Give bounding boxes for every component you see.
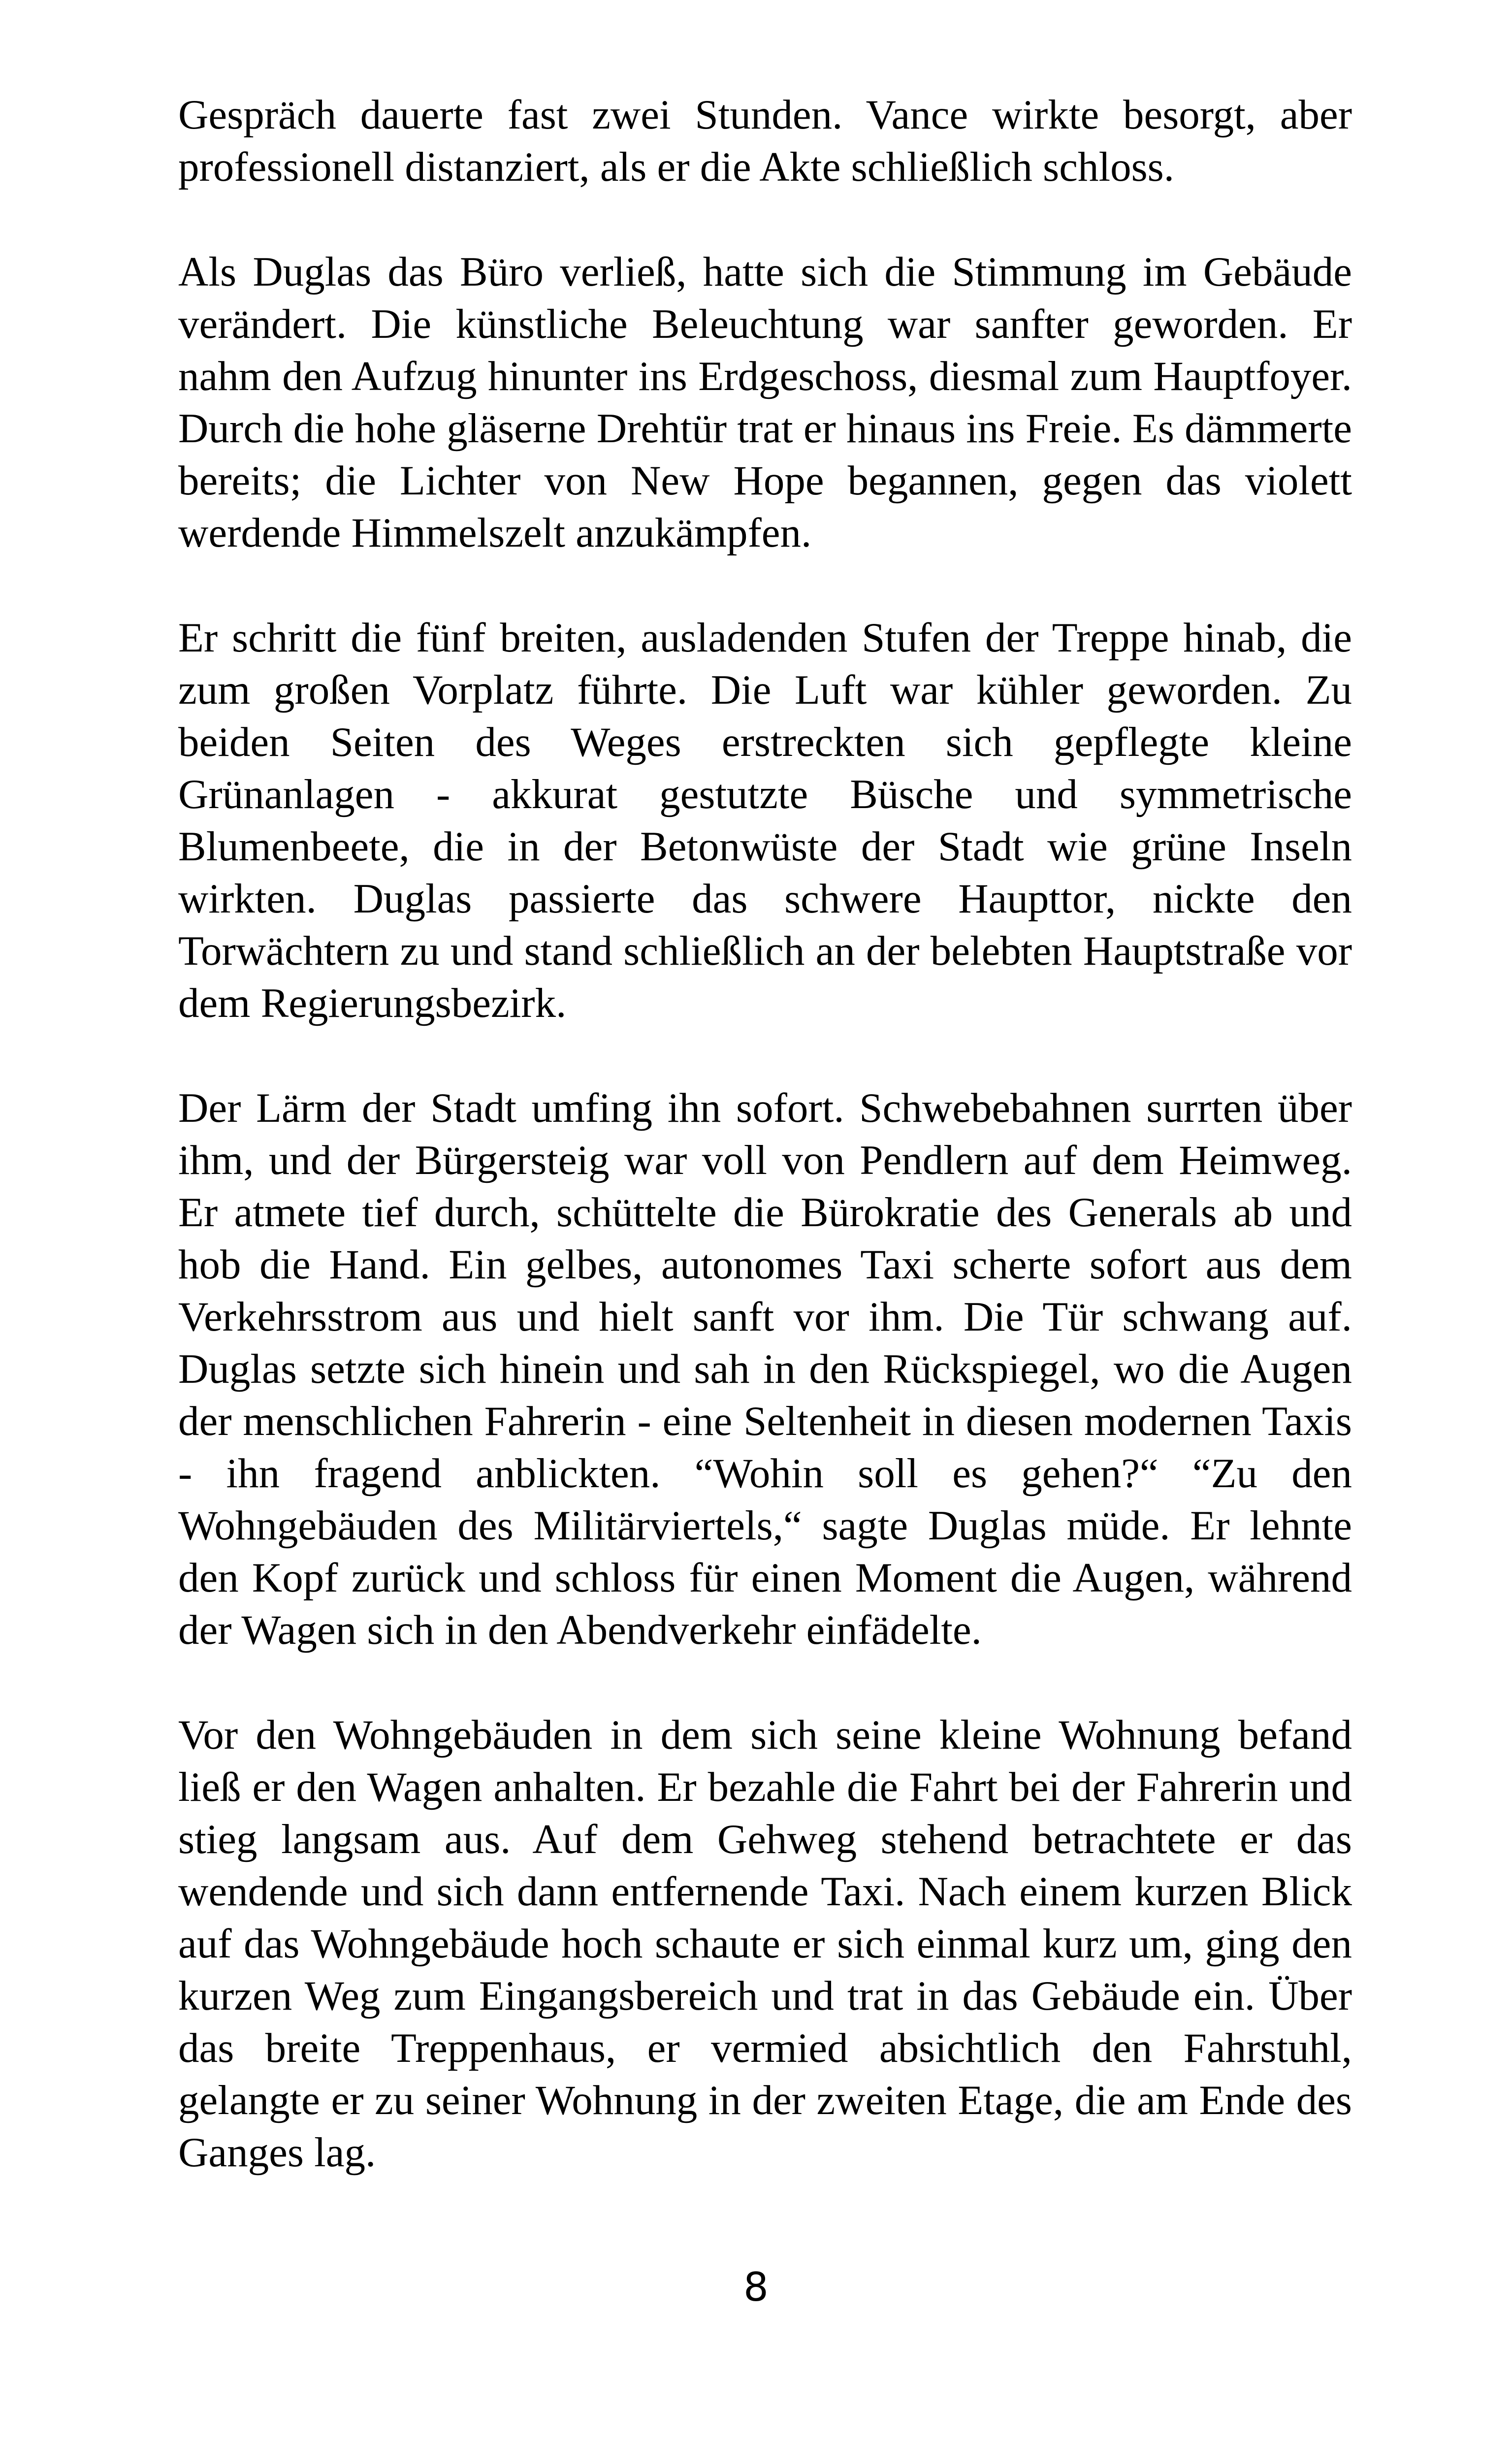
- paragraph-3: Er schritt die fünf breiten, ausladenden Stufen der Treppe hinab, die zum großen Vorplatz führte. Die Luft war kühler geworden. Zu beiden Seiten des Weges erstreckten sich gepflegte kleine Grünanlagen - akkurat gestutzte Büsche und symmetrische Blumenbeete, die in der Betonwüste der Stadt wie grüne Inseln wirkten. Duglas passierte das schwere Haupttor, nickte den Torwächtern zu und stand schließlich an der belebten Hauptstraße vor dem Regierungsbezirk.: [178, 615, 1352, 1026]
- body-text: [178, 89, 1352, 2179]
- paragraph-1: Gespräch dauerte fast zwei Stunden. Vance wirkte besorgt, aber professionell distanziert, als er die Akte schließlich schloss.: [178, 92, 1352, 190]
- page-number: 8: [743, 2264, 769, 2310]
- paragraph-5: Vor den Wohngebäuden in dem sich seine kleine Wohnung befand ließ er den Wagen anhalten. Er bezahle die Fahrt bei der Fahrerin und stieg langsam aus. Auf dem Gehweg stehend betrachtete er das wendende und sich dann entfernende Taxi. Nach einem kurzen Blick auf das Wohngebäude hoch schaute er sich einmal kurz um, ging den kurzen Weg zum Eingangsbereich und trat in das Gebäude ein. Über das breite Treppenhaus, er vermied absichtlich den Fahrstuhl, gelangte er zu seiner Wohnung in der zweiten Etage, die am Ende des Ganges lag.: [178, 1712, 1352, 2176]
- paragraph-4: Der Lärm der Stadt umfing ihn sofort. Schwebebahnen surrten über ihm, und der Bürgersteig war voll von Pendlern auf dem Heimweg. Er atmete tief durch, schüttelte die Bürokratie des Generals ab und hob die Hand. Ein gelbes, autonomes Taxi scherte sofort aus dem Verkehrsstrom aus und hielt sanft vor ihm. Die Tür schwang auf. Duglas setzte sich hinein und sah in den Rückspiegel, wo die Augen der menschlichen Fahrerin - eine Seltenheit in diesen modernen Taxis - ihn fragend anblickten. “Wohin soll es gehen?“ “Zu den Wohngebäuden des Militärviertels,“ sagte Duglas müde. Er lehnte den Kopf zurück und schloss für einen Moment die Augen, während der Wagen sich in den Abendverkehr einfädelte.: [178, 1085, 1352, 1653]
- paragraph-2: Als Duglas das Büro verließ, hatte sich die Stimmung im Gebäude verändert. Die künstliche Beleuchtung war sanfter geworden. Er nahm den Aufzug hinunter ins Erdgeschoss, diesmal zum Hauptfoyer. Durch die hohe gläserne Drehtür trat er hinaus ins Freie. Es dämmerte bereits; die Lichter von New Hope begannen, gegen das violett werdende Himmelszelt anzukämpfen.: [178, 249, 1352, 556]
